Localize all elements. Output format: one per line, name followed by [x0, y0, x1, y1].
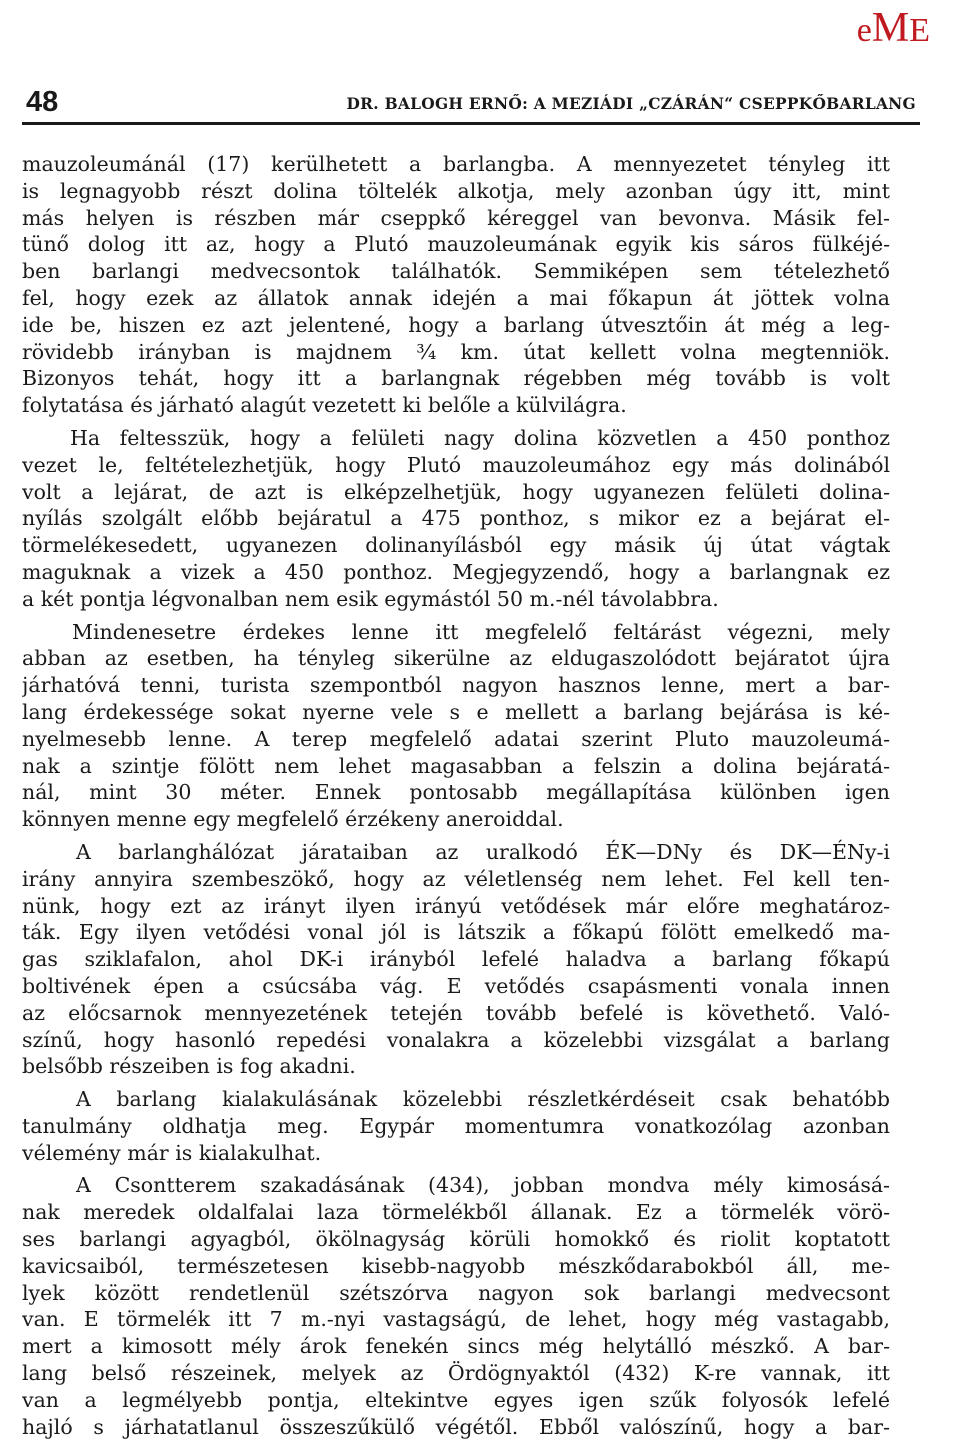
text-line: vezet le, feltételezhetjük, hogy Plutó mauzoleumához egy más dolinából [22, 452, 890, 477]
text-line: hajló s járhatatlanul összeszűkülő végétől. Ebből valószínű, hogy a bar- [22, 1414, 890, 1439]
text-line: tanulmány oldhatja meg. Egypár momentumra vonatkozólag azonban [22, 1113, 890, 1138]
paragraph-6 [22, 1172, 890, 1440]
text-line: Mindenesetre érdekes lenne itt megfelelő feltárást végezni, mely [72, 619, 890, 644]
running-head [22, 86, 940, 126]
body-text [22, 151, 890, 1440]
text-line: a két pontja légvonalban nem esik egymástól 50 m.-nél távolabbra. [22, 586, 719, 611]
text-line: abban az esetben, ha tényleg sikerülne az eldugaszolódott bejáratot újra [22, 646, 890, 671]
text-line: nak a szintje fölött nem lehet magasabban a felszin a dolina bejáratá- [22, 753, 890, 778]
text-line: lang érdekessége sokat nyerne vele s e mellett a barlang bejárása is ké- [22, 699, 890, 724]
text-line: mert a kimosott mély árok fenekén sincs még helytálló mészkő. A bar- [22, 1334, 890, 1359]
text-line: nünk, hogy ezt az irányt ilyen irányú vetődések már előre meghatároz- [22, 893, 890, 918]
text-line: A Csontterem szakadásának (434), jobban mondva mély kimosásá- [76, 1173, 890, 1198]
text-line: kavicsaiból, természetesen kisebb-nagyobb mészkődarabokból áll, me- [22, 1253, 890, 1278]
text-line: volt a lejárat, de azt is elképzelhetjük, hogy ugyanezen felületi dolina- [22, 479, 890, 504]
text-line: színű, hogy hasonló repedési vonalakra a közelebbi vizsgálat a barlang [22, 1027, 890, 1052]
text-line: lyek között rendetlenül szétszórva nagyon sok barlangi medvecsont [22, 1280, 890, 1305]
text-line: gas sziklafalon, ahol DK-i irányból lefelé haladva a barlang főkapú [22, 947, 890, 972]
paragraph-4 [22, 839, 890, 1080]
header-rule [22, 122, 920, 125]
text-line: van. E törmelék itt 7 m.-nyi vastagságú, de lehet, hogy még vastagabb, [22, 1307, 890, 1332]
text-line: könnyen menne egy megfelelő érzékeny aneroiddal. [22, 807, 564, 832]
text-line: nál, mint 30 méter. Ennek pontosabb megállapítása különben igen [22, 780, 890, 805]
text-line: fel, hogy ezek az állatok annak idején a mai főkapun át jöttek volna [22, 285, 890, 310]
text-line: ide be, hiszen ez azt jelentené, hogy a barlang útvesztőin át még a leg- [22, 312, 890, 337]
journal-logo: eME [856, 5, 930, 51]
text-line: rövidebb irányban is majdnem ¾ km. útat kellett volna megtenniök. [22, 339, 890, 364]
paragraph-5 [22, 1086, 890, 1166]
text-line: lang belső részeinek, melyek az Ördögnyaktól (432) K-re vannak, itt [22, 1361, 890, 1386]
text-line: mauzoleumánál (17) kerülhetett a barlangba. A mennyezetet tényleg itt [22, 152, 890, 176]
text-line: nyílás szolgált előbb bejáratul a 475 ponthoz, s mikor ez a bejárat el- [22, 506, 890, 531]
text-line: folytatása és járható alagút vezetett ki belőle a külvilágra. [22, 393, 627, 418]
text-line: ben barlangi medvecsontok találhatók. Semmiképen sem tételezhető [22, 259, 890, 284]
text-line: belsőbb részeiben is fog akadni. [22, 1054, 356, 1079]
text-line: nak meredek oldalfalai laza törmelékből állanak. Ez a törmelék vörö- [22, 1200, 890, 1225]
text-line: nyelmesebb lenne. A terep megfelelő adatai szerint Pluto mauzoleumá- [22, 726, 890, 751]
paragraph-2 [22, 425, 890, 613]
text-line: tünő dolog itt az, hogy a Plutó mauzoleumának egyik kis sáros fülkéjé- [22, 232, 890, 257]
text-line: ses barlangi agyagból, ökölnagyság körüli homokkő és riolit koptatott [22, 1227, 890, 1252]
text-line: más helyen is részben már cseppkő kéreggel van bevonva. Másik fel- [22, 205, 890, 230]
text-line: Bizonyos tehát, hogy itt a barlangnak régebben még tovább is volt [22, 366, 890, 391]
text-line: az előcsarnok mennyezetének tetején tovább befelé is követhető. Való- [22, 1000, 890, 1025]
text-line: járhatóvá tenni, turista szempontból nagyon hasznos lenne, mert a bar- [22, 673, 890, 698]
text-line: A barlang kialakulásának közelebbi részletkérdéseit csak behatóbb [76, 1087, 890, 1112]
text-line: van a legmélyebb pontja, eltekintve egyes igen szűk folyosók lefelé [22, 1387, 890, 1412]
paragraph-1 [22, 151, 890, 419]
text-line: törmelékesedett, ugyanezen dolinanyílásból egy másik új útat vágtak [22, 533, 890, 558]
text-line: maguknak a vizek a 450 ponthoz. Megjegyzendő, hogy a barlangnak ez [22, 559, 890, 584]
running-title: DR. BALOGH ERNŐ: A MEZIÁDI „CZÁRÁN“ CSEPPKŐBARLANG [346, 95, 916, 113]
page-number: 48 [26, 86, 59, 118]
text-line: ták. Egy ilyen vetődési vonal jól is látszik a főkapú fölött emelkedő ma- [22, 920, 890, 945]
paragraph-3 [22, 619, 890, 833]
text-line: Ha feltesszük, hogy a felületi nagy dolina közvetlen a 450 ponthoz [70, 425, 890, 450]
text-line: A barlanghálózat járataiban az uralkodó ÉK—DNy és DK—ÉNy-i [76, 839, 890, 864]
text-line: boltivének épen a csúcsába vág. E vetődés csapásmenti vonala innen [22, 973, 890, 998]
text-line: is legnagyobb részt dolina töltelék alkotja, mely azonban úgy itt, mint [22, 178, 890, 203]
text-line: irány annyira szembeszökő, hogy az véletlenség nem lehet. Fel kell ten- [22, 866, 890, 891]
text-line: vélemény már is kialakulhat. [22, 1140, 322, 1165]
